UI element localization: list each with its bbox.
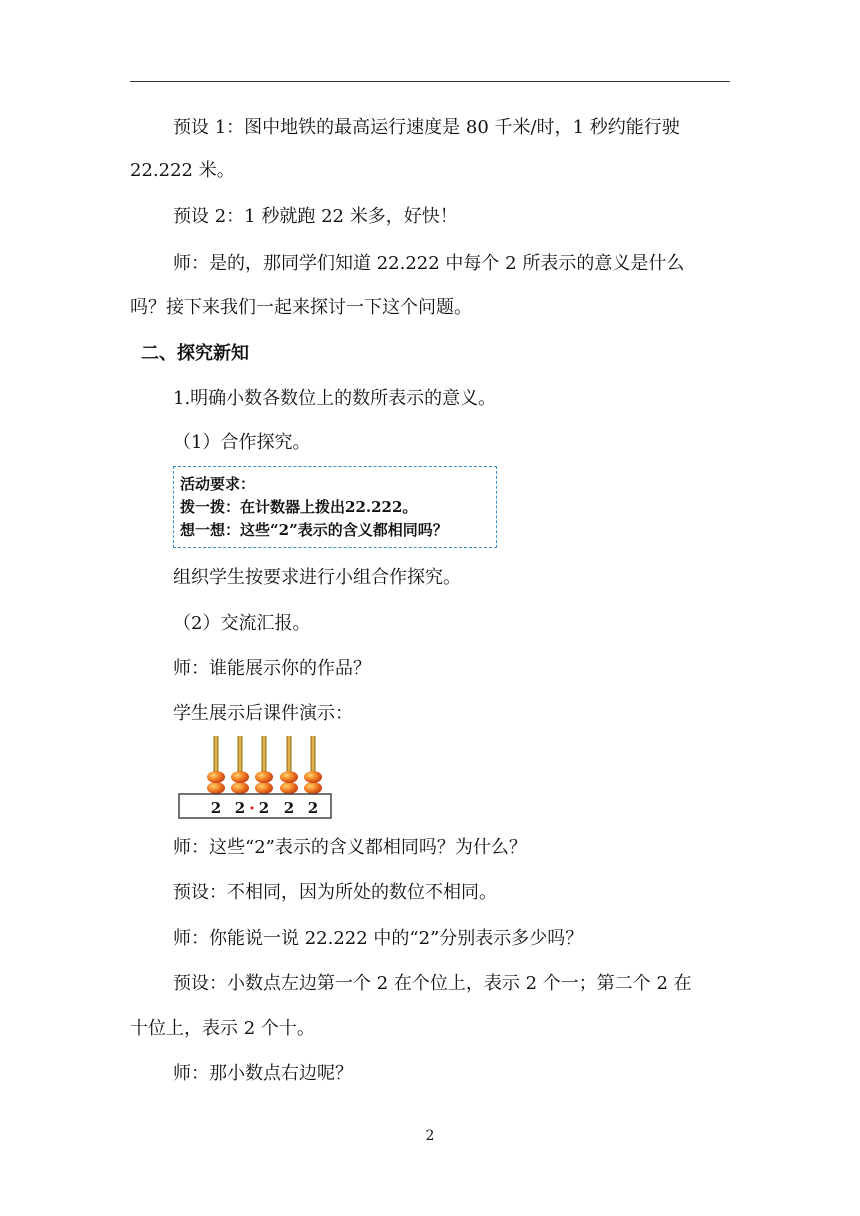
paragraph: 22.222 米。 — [130, 160, 235, 181]
page-number: 2 — [425, 1128, 435, 1144]
paragraph: 师：那小数点右边呢？ — [173, 1063, 353, 1084]
paragraph: 预设：不相同，因为所处的数位不相同。 — [173, 882, 497, 903]
abacus-bead — [231, 782, 249, 794]
paragraph: 师：你能说一说 22.222 中的“2”分别表示多少吗？ — [173, 928, 584, 949]
paragraph: （1）合作探究。 — [173, 432, 311, 453]
paragraph: 1.明确小数各数位上的数所表示的意义。 — [173, 388, 497, 409]
activity-line: 想一想：这些“2”表示的含义都相同吗？ — [180, 521, 448, 539]
abacus-digit: 2 — [210, 799, 222, 817]
paragraph: 师：谁能展示你的作品？ — [173, 658, 371, 679]
abacus-bead — [280, 782, 298, 794]
paragraph: 学生展示后课件演示： — [173, 703, 353, 724]
abacus-bead — [207, 771, 225, 783]
abacus-bead — [304, 771, 322, 783]
abacus-digit: 2 — [258, 799, 270, 817]
abacus-bead — [255, 771, 273, 783]
abacus-bead — [255, 782, 273, 794]
section-heading: 二、探究新知 — [141, 343, 249, 364]
abacus-bead — [304, 782, 322, 794]
paragraph: 预设 2：1 秒就跑 22 米多，好快！ — [173, 206, 458, 227]
paragraph: （2）交流汇报。 — [173, 613, 311, 634]
abacus-decimal-point: • — [248, 802, 256, 815]
activity-line: 拨一拨：在计数器上拨出22.222。 — [180, 498, 418, 516]
abacus-digit: 2 — [307, 799, 319, 817]
activity-requirements-box — [173, 466, 497, 548]
paragraph: 预设：小数点左边第一个 2 在个位上，表示 2 个一；第二个 2 在 — [173, 973, 692, 994]
paragraph: 组织学生按要求进行小组合作探究。 — [173, 567, 461, 588]
abacus-digit: 2 — [283, 799, 295, 817]
paragraph: 师：这些“2”表示的含义都相同吗？为什么？ — [173, 837, 527, 858]
header-rule — [130, 81, 730, 82]
activity-title: 活动要求： — [180, 475, 256, 493]
paragraph: 师：是的，那同学们知道 22.222 中每个 2 所表示的意义是什么 — [173, 253, 685, 274]
abacus-digit: 2 — [234, 799, 246, 817]
paragraph: 预设 1：图中地铁的最高运行速度是 80 千米/时，1 秒约能行驶 — [173, 117, 680, 138]
paragraph: 吗？接下来我们一起来探讨一下这个问题。 — [130, 297, 472, 318]
abacus-bead — [231, 771, 249, 783]
abacus-bead — [207, 782, 225, 794]
abacus-bead — [280, 771, 298, 783]
paragraph: 十位上，表示 2 个十。 — [130, 1018, 315, 1039]
abacus-image — [178, 734, 332, 820]
